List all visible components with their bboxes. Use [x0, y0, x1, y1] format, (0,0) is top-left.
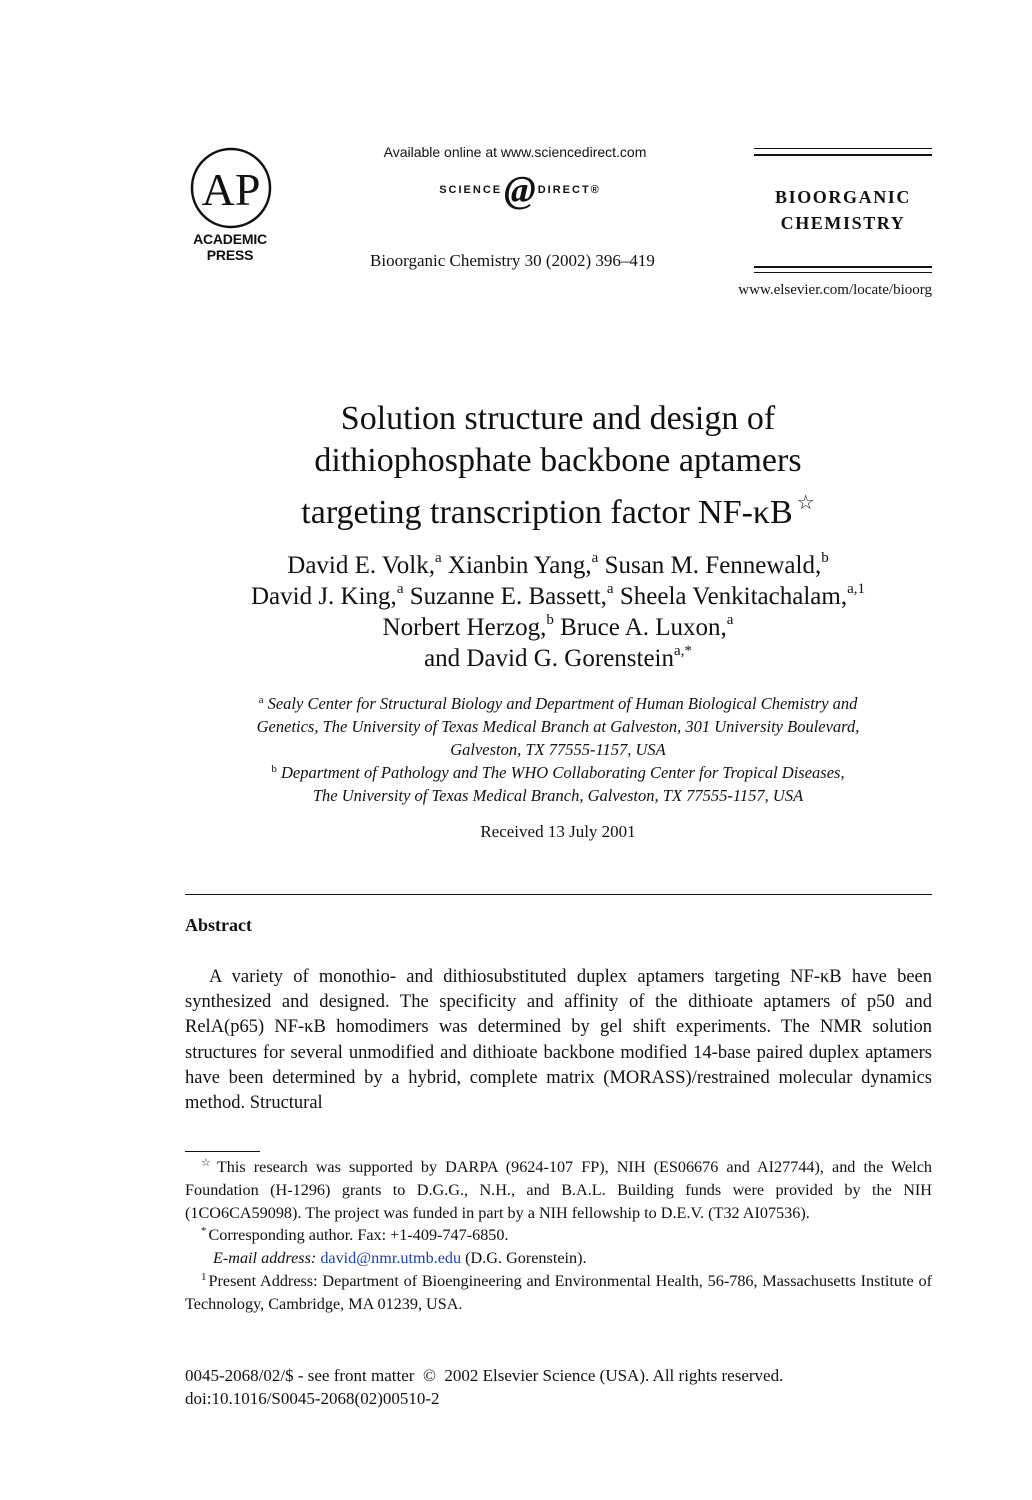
author-name: David J. King, [250, 583, 397, 610]
ap-monogram-icon [188, 145, 274, 231]
sciencedirect-logo [410, 170, 630, 210]
corresponding-mark: * [201, 1225, 207, 1238]
footnote-divider [185, 1151, 260, 1152]
affiliation-line: The University of Texas Medical Branch, Galveston, TX 77555-1157, USA [312, 786, 804, 805]
affiliation-mark: b [271, 763, 277, 775]
footnotes [185, 1156, 932, 1316]
author-name: David E. Volk, [287, 552, 435, 579]
author-affiliation-mark: a [606, 581, 614, 597]
journal-url[interactable]: www.elsevier.com/locate/bioorg [738, 282, 932, 298]
author-affiliation-mark: b [546, 612, 554, 628]
funding-footnote: This research was supported by DARPA (9624-107 FP), NIH (ES06676 and AI27744), and the Welch Foundation (H-1296) grants to D.G.G., N.H., and B.A.L. Building funds were provided by the NIH (1CO6CA59098). The project was funded in part by a NIH fellowship to D.E.V. (T32 AI07536). [185, 1158, 932, 1222]
author-affiliation-mark: a [726, 612, 734, 628]
author-name: Suzanne E. Bassett, [409, 583, 607, 610]
author-affiliation-mark: b [821, 550, 829, 566]
author-name: Xianbin Yang, [447, 552, 592, 579]
present-address-mark: 1 [201, 1270, 207, 1283]
journal-rule-top-thick [754, 154, 932, 156]
journal-citation: Bioorganic Chemistry 30 (2002) 396–419 [370, 251, 655, 270]
sciencedirect-at-icon: @ [504, 169, 536, 211]
abstract-body: A variety of monothio- and dithiosubstituted duplex aptamers targeting NF-κB have been synthesized and designed. The specificity and affinity of the dithioate aptamers of p50 and RelA(p65) NF-κB homodimers was determined by gel shift experiments. The NMR solution structures for several unmodified and dithioate backbone modified 14-base paired duplex aptamers have been determined by a hybrid, complete matrix (MORASS)/restrained molecular dynamics method. Structural [185, 967, 932, 1114]
academic-press-logo [180, 145, 290, 263]
title-line-2: dithiophosphate backbone aptamers [314, 442, 802, 479]
email-link[interactable]: david@nmr.utmb.edu [320, 1249, 462, 1268]
journal-name [754, 184, 932, 236]
abstract-heading: Abstract [185, 915, 252, 935]
email-label: E-mail address: [213, 1249, 317, 1268]
author-name: and David G. Gorenstein [424, 645, 675, 672]
author-affiliation-mark: a,1 [847, 581, 865, 597]
author-name: Sheela Venkitachalam, [619, 583, 848, 610]
funding-star-icon: ☆ [201, 1157, 215, 1169]
copyright-line: 0045-2068/02/$ - see front matter © 2002 Elsevier Science (USA). All rights reserved. [185, 1366, 784, 1385]
present-address-footnote: Present Address: Department of Bioengineering and Environmental Health, 56-786, Massachusetts Institute of Technology, Cambridge, MA 01239, USA. [185, 1271, 932, 1313]
copyright-block [185, 1364, 932, 1410]
abstract-divider [185, 894, 932, 895]
author-affiliation-mark: a [434, 550, 442, 566]
author-affiliation-mark: a [396, 581, 404, 597]
available-online-text: Available online at www.sciencedirect.com [383, 144, 647, 160]
received-date: Received 13 July 2001 [480, 822, 636, 841]
article-title [180, 398, 936, 534]
affiliations [180, 692, 936, 807]
author-affiliation-mark: a [591, 550, 599, 566]
corresponding-footnote: Corresponding author. Fax: +1-409-747-6850. [208, 1226, 509, 1245]
svg-text:AP: AP [201, 164, 261, 215]
title-line-1: Solution structure and design of [340, 400, 776, 437]
journal-name-line1: BIOORGANIC [774, 187, 911, 207]
journal-rule-bottom-thick [754, 266, 932, 268]
sciencedirect-right-word: DIRECT® [537, 184, 601, 196]
sciencedirect-left-word: SCIENCE [439, 184, 503, 196]
affiliation-line: Genetics, The University of Texas Medical Branch at Galveston, 301 University Boulevard, [256, 717, 860, 736]
author-name: Bruce A. Luxon, [560, 614, 727, 641]
author-name: Norbert Herzog, [382, 614, 547, 641]
doi-line[interactable]: doi:10.1016/S0045-2068(02)00510-2 [185, 1389, 440, 1408]
affiliation-line: Galveston, TX 77555-1157, USA [450, 740, 666, 759]
journal-rule-bottom-thin [754, 272, 932, 273]
author-affiliation-mark: a,* [674, 643, 692, 659]
title-line-3: targeting transcription factor NF-κB [301, 494, 793, 531]
affiliation-line: Sealy Center for Structural Biology and Department of Human Biological Chemistry and [267, 694, 858, 713]
email-suffix: (D.G. Gorenstein). [465, 1249, 587, 1268]
title-footnote-star-icon[interactable]: ☆ [796, 492, 815, 514]
journal-rule-top-thin [754, 148, 932, 149]
journal-name-line2: CHEMISTRY [780, 213, 906, 233]
publisher-name-line2: PRESS [206, 247, 254, 263]
author-name: Susan M. Fennewald, [604, 552, 822, 579]
author-list [150, 550, 966, 674]
publisher-name-line1: ACADEMIC [193, 231, 267, 247]
affiliation-line: Department of Pathology and The WHO Collaborating Center for Tropical Diseases, [281, 763, 845, 782]
affiliation-mark: a [258, 694, 264, 706]
